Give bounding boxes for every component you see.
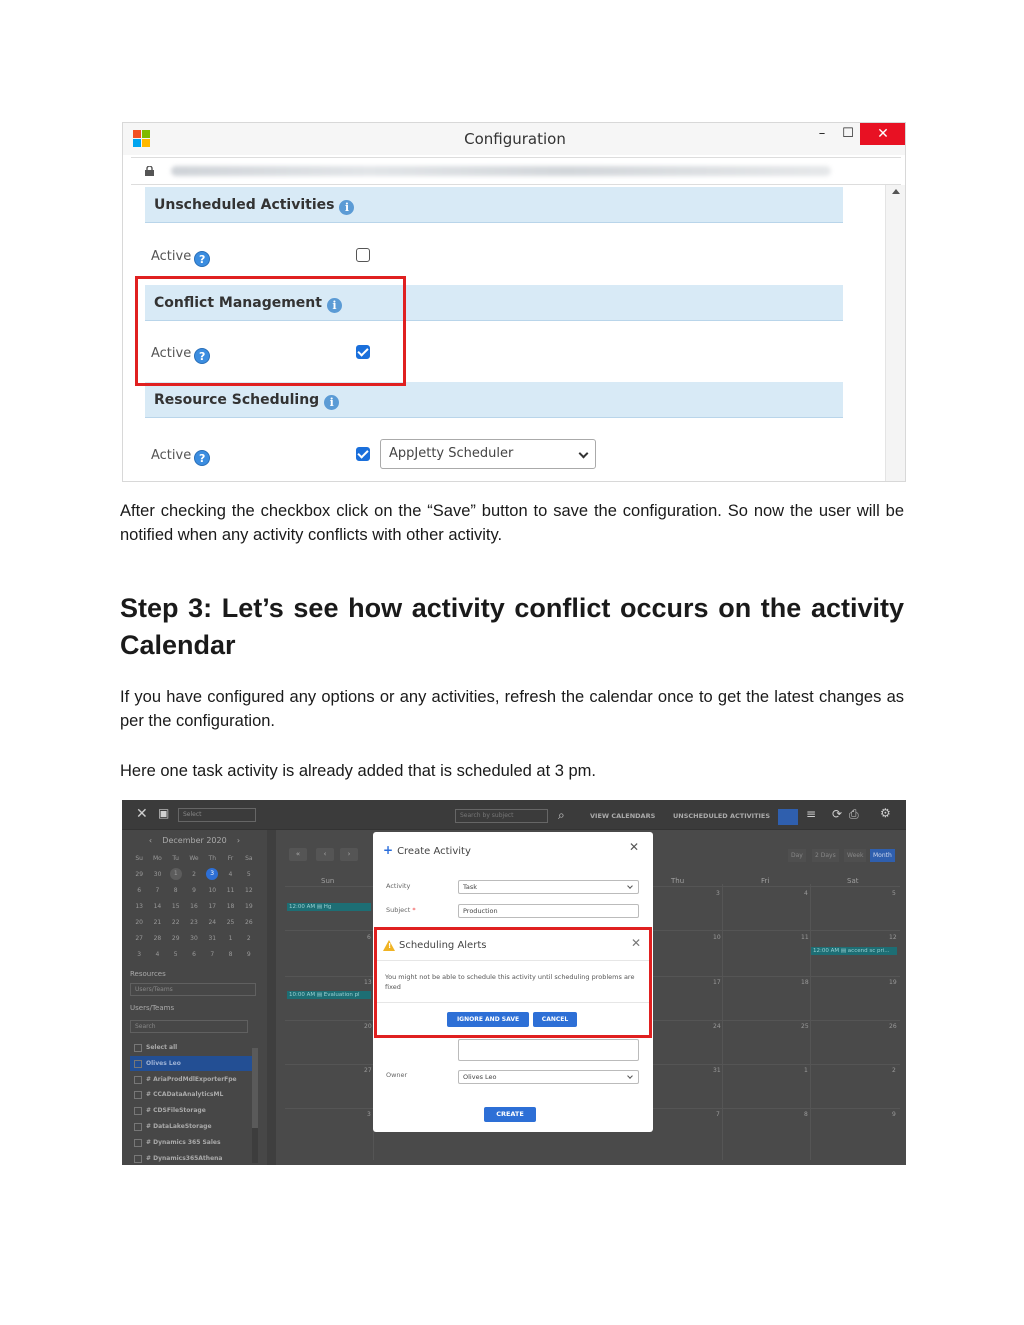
day-number: 9 (892, 1111, 896, 1118)
blurred-url (171, 166, 831, 176)
mini-calendar-day[interactable]: 14 (153, 902, 162, 910)
mini-calendar-day[interactable]: 2 (192, 870, 196, 878)
cancel-button[interactable]: CANCEL (533, 1012, 577, 1027)
day-number: 4 (804, 890, 808, 897)
day-number: 19 (889, 979, 897, 986)
resources-label: Resources (130, 970, 166, 978)
column-header-fri: Fri (761, 877, 770, 885)
paragraph-save-instructions: After checking the checkbox click on the “Save” button to save the configuration. So now the user will be notified when any activity conflicts with other activity. (120, 502, 904, 544)
view-calendars-button[interactable]: VIEW CALENDARS (590, 812, 656, 820)
mini-calendar-day[interactable]: 17 (208, 902, 217, 910)
warning-icon (383, 940, 395, 951)
mini-calendar-day[interactable]: 13 (135, 902, 143, 910)
subject-input[interactable] (458, 904, 639, 918)
scroll-up-arrow-icon[interactable] (892, 189, 900, 194)
mini-calendar-day[interactable]: 15 (171, 902, 180, 910)
calendar-event[interactable]: 10:00 AM ▤ Evaluation pl (287, 991, 371, 999)
mini-calendar-day[interactable]: 11 (226, 886, 235, 894)
day-number: 6 (367, 934, 371, 941)
section-title: Conflict Management (154, 295, 322, 311)
print-icon[interactable]: ⎙ (849, 807, 859, 821)
weekday-label: Th (208, 854, 216, 862)
highlight-box (135, 276, 406, 386)
calendar-event[interactable]: 12:00 AM ▤ Hg (287, 903, 371, 911)
view-week-button[interactable]: Week (844, 849, 866, 862)
activity-select[interactable] (458, 880, 639, 894)
select-all-checkbox[interactable]: Select all (130, 1040, 252, 1055)
calendar-toolbar (122, 800, 906, 830)
search-icon[interactable]: ⌕ (558, 808, 565, 822)
mini-calendar-day[interactable]: 21 (153, 918, 162, 926)
view-select-value: Select (183, 811, 202, 818)
section-title: Unscheduled Activities (154, 197, 335, 213)
user-list-item[interactable]: Olives Leo (130, 1056, 252, 1071)
grid-view-button[interactable] (778, 809, 798, 825)
mini-month-title: ‹ December 2020 › (148, 836, 241, 845)
subject-input-value: Production (463, 907, 498, 915)
weekday-label: Su (135, 854, 143, 862)
day-number: 26 (889, 1023, 897, 1030)
info-icon: i (327, 298, 342, 313)
refresh-icon[interactable]: ⟳ (832, 807, 843, 821)
title-bar (123, 123, 906, 155)
mini-calendar-day[interactable]: 29 (171, 934, 180, 942)
resource-active-checkbox[interactable] (356, 447, 370, 461)
owner-label: Owner (386, 1071, 408, 1079)
day-number: 2 (892, 1067, 896, 1074)
active-row-label (151, 249, 210, 267)
mini-calendar-day[interactable]: 25 (226, 918, 235, 926)
mini-calendar-day[interactable]: 4 (228, 870, 233, 878)
user-list-item[interactable]: # Dynamics365Athena (130, 1151, 252, 1165)
day-number: 1 (804, 1067, 808, 1074)
address-bar (131, 157, 901, 185)
week-row (130, 946, 258, 962)
chevron-down-icon (579, 449, 589, 459)
mini-calendar-day[interactable]: 18 (226, 902, 235, 910)
view-month-button[interactable]: Month (870, 849, 895, 862)
ignore-and-save-button[interactable]: IGNORE AND SAVE (447, 1012, 529, 1027)
week-row (130, 882, 258, 898)
mini-calendar-day[interactable]: 30 (190, 934, 198, 942)
mini-calendar-day[interactable]: 9 (246, 950, 251, 958)
help-icon[interactable]: ? (194, 251, 210, 267)
mini-calendar-day[interactable]: 4 (155, 950, 160, 958)
mini-calendar-day[interactable]: 8 (173, 886, 178, 894)
resources-select-value: Users/Teams (135, 986, 173, 993)
scheduler-select[interactable] (380, 439, 596, 469)
users-search-placeholder: Search (135, 1023, 156, 1030)
user-list-item[interactable]: # AriaProdMdlExporterFpe (130, 1072, 252, 1087)
user-list-item[interactable]: # CCADataAnalyticsML (130, 1087, 252, 1102)
weekday-row (130, 850, 258, 866)
weekday-label: We (189, 854, 199, 862)
section-header-resource-scheduling (145, 382, 843, 418)
weekday-label: Fr (227, 854, 234, 862)
unscheduled-active-checkbox[interactable] (356, 248, 370, 262)
mini-calendar-day[interactable]: 3 (137, 950, 142, 958)
mini-calendar-day[interactable]: 6 (192, 950, 196, 958)
chevron-down-icon (627, 1073, 633, 1079)
scheduler-select-value: AppJetty Scheduler (389, 446, 514, 461)
subject-label: Subject * (386, 906, 416, 914)
mini-calendar-day[interactable]: 20 (135, 918, 143, 926)
paragraph-task-added: Here one task activity is already added that is scheduled at 3 pm. (120, 762, 597, 780)
day-number: 18 (801, 979, 809, 986)
plus-icon: + (383, 843, 394, 857)
column-header-sun: Sun (321, 877, 335, 885)
view-day-button[interactable]: Day (788, 849, 806, 862)
mini-calendar-day[interactable]: 10 (208, 886, 217, 894)
view-2days-button[interactable]: 2 Days (812, 849, 839, 862)
subject-search-input[interactable] (455, 809, 548, 823)
mini-calendar-day[interactable]: 30 (153, 870, 162, 878)
day-number: 24 (713, 1023, 721, 1030)
sidebar-scrollbar[interactable] (252, 1048, 258, 1163)
window-title: Configuration (464, 130, 566, 148)
nav-prev-button[interactable]: ‹ (316, 848, 334, 861)
day-number: 12 (889, 934, 897, 941)
weekday-label: Tu (172, 854, 179, 862)
day-number: 20 (364, 1023, 372, 1030)
paragraph-refresh: If you have configured any options or any activities, refresh the calendar once to get the latest changes as per the configuration. (120, 688, 904, 730)
help-icon[interactable]: ? (194, 450, 210, 466)
owner-select-value: Olives Leo (463, 1073, 497, 1081)
user-list-item[interactable]: # DataLakeStorage (130, 1119, 252, 1134)
mini-calendar-day[interactable]: 28 (153, 934, 162, 942)
day-number: 11 (801, 934, 809, 941)
scheduling-alerts-dialog (374, 927, 652, 1038)
collapse-bar[interactable] (267, 830, 276, 1165)
weekday-label: Mo (152, 854, 162, 862)
mini-calendar-day[interactable]: 6 (137, 886, 142, 894)
mini-calendar-day[interactable]: 26 (245, 918, 253, 926)
week-row (130, 898, 258, 914)
nav-first-button[interactable]: « (289, 848, 307, 861)
section-header-unscheduled-activities (145, 187, 843, 223)
mini-calendar-day[interactable]: 22 (171, 918, 180, 926)
active-label: Active (151, 448, 192, 463)
calendar-event[interactable]: 12:00 AM ▤ accend sc pri... (811, 947, 897, 955)
list-view-icon[interactable]: ≡ (806, 807, 817, 821)
day-number: 3 (716, 890, 720, 897)
activity-select-value: Task (463, 883, 478, 891)
minimize-button[interactable]: – (818, 126, 826, 141)
scrollbar[interactable] (885, 185, 906, 482)
day-number: 10 (713, 934, 721, 941)
gear-icon[interactable]: ⚙ (880, 806, 891, 820)
mini-calendar-day[interactable]: 16 (190, 902, 198, 910)
active-label: Active (151, 346, 192, 361)
maximize-button[interactable]: ☐ (842, 126, 854, 141)
user-list-item[interactable]: # CDSFileStorage (130, 1103, 252, 1118)
mini-calendar-day[interactable]: 19 (245, 902, 253, 910)
help-icon[interactable]: ? (194, 348, 210, 364)
week-row (130, 914, 258, 930)
day-number: 25 (801, 1023, 809, 1030)
calendar-sidebar (122, 830, 270, 1165)
column-header-sat: Sat (847, 877, 859, 885)
mini-calendar[interactable] (130, 850, 258, 962)
mini-calendar-day[interactable]: 1 (170, 868, 182, 880)
step-heading: Step 3: Let’s see how activity conflict occurs on the activity Calendar (120, 593, 904, 660)
modal-title: + Create Activity (383, 843, 471, 857)
mini-calendar-day[interactable]: 31 (208, 934, 217, 942)
resources-select[interactable] (130, 983, 256, 996)
create-button[interactable]: CREATE (484, 1107, 536, 1122)
mini-calendar-day[interactable]: 5 (173, 950, 178, 958)
user-list-item[interactable]: # Dynamics 365 Sales (130, 1135, 252, 1150)
modal-close-icon[interactable]: ✕ (628, 840, 639, 854)
configuration-window (122, 122, 906, 482)
activity-label: Activity (386, 882, 411, 890)
mini-calendar-day[interactable]: 23 (190, 918, 198, 926)
mini-calendar-day[interactable]: 9 (192, 886, 196, 894)
nav-next-button[interactable]: › (340, 848, 358, 861)
mini-calendar-day[interactable]: 29 (135, 870, 144, 878)
day-number: 5 (892, 890, 896, 897)
alert-message: You might not be able to schedule this activity until scheduling problems are fixed (385, 973, 635, 991)
save-icon[interactable]: ▣ (158, 806, 170, 820)
mini-calendar-day[interactable]: 12 (245, 886, 253, 894)
active-row-label (151, 448, 210, 466)
week-row (130, 930, 258, 946)
mini-calendar-day[interactable]: 5 (246, 870, 251, 878)
alert-close-icon[interactable]: ✕ (630, 936, 641, 950)
weekday-label: Sa (245, 854, 253, 862)
week-row (130, 866, 258, 882)
mini-calendar-day[interactable]: 3 (206, 868, 218, 880)
close-button[interactable]: ✕ (860, 123, 906, 145)
chevron-down-icon (627, 883, 633, 889)
day-number: 31 (713, 1067, 721, 1074)
mini-calendar-day[interactable]: 7 (155, 886, 160, 894)
active-label: Active (151, 249, 192, 264)
description-input[interactable] (458, 1039, 639, 1061)
info-icon: i (324, 395, 339, 410)
day-number: 3 (367, 1111, 371, 1118)
day-number: 17 (713, 979, 721, 986)
mini-calendar-day[interactable]: 1 (228, 934, 233, 942)
day-number: 27 (364, 1067, 372, 1074)
day-number: 7 (716, 1111, 720, 1118)
view-select[interactable] (178, 808, 256, 822)
owner-select[interactable] (458, 1070, 639, 1084)
lock-icon (145, 166, 154, 176)
info-icon: i (339, 200, 354, 215)
mini-calendar-day[interactable]: 24 (208, 918, 217, 926)
mini-calendar-day[interactable]: 7 (210, 950, 215, 958)
mini-calendar-day[interactable]: 2 (246, 934, 251, 942)
unscheduled-activities-button[interactable]: UNSCHEDULED ACTIVITIES (673, 812, 771, 820)
column-header-thu: Thu (671, 877, 685, 885)
section-title: Resource Scheduling (154, 392, 320, 408)
users-search-input[interactable] (130, 1020, 248, 1033)
search-placeholder: Search by subject (460, 812, 514, 819)
day-number: 8 (804, 1111, 808, 1118)
day-number: 13 (364, 979, 372, 986)
mini-calendar-day[interactable]: 8 (228, 950, 233, 958)
calendar-screenshot (122, 800, 906, 1165)
users-teams-label: Users/Teams (130, 1004, 175, 1012)
mini-calendar-day[interactable]: 27 (135, 934, 143, 942)
alert-title: Scheduling Alerts (399, 940, 487, 951)
close-icon[interactable]: ✕ (136, 806, 148, 822)
